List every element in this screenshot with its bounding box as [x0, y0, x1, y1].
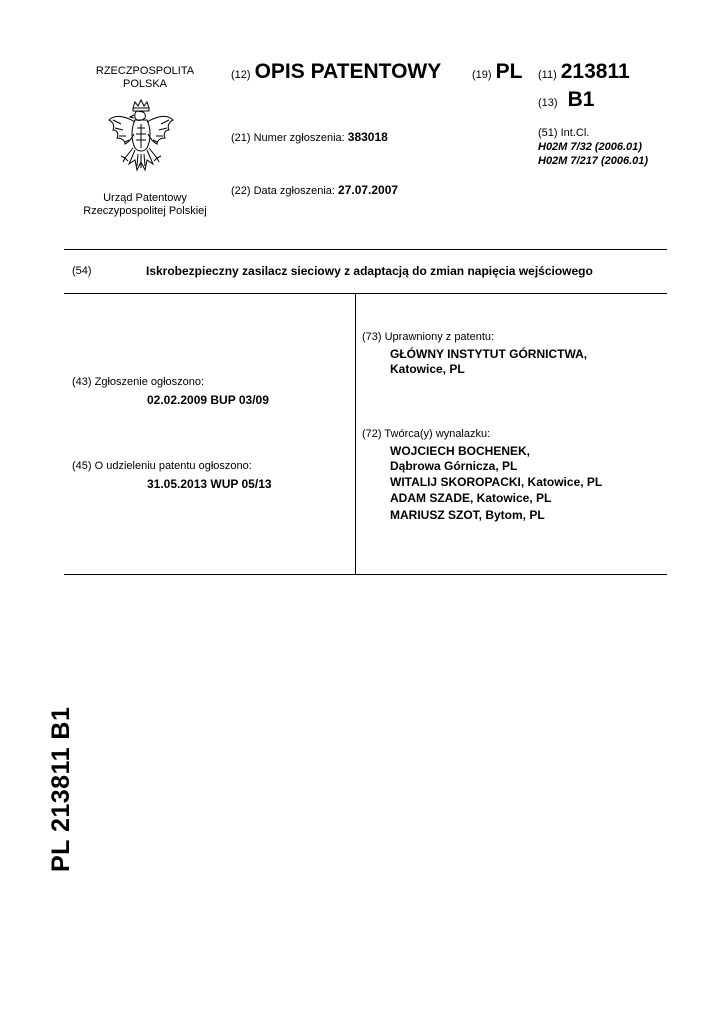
inventors-label: (72) Twórca(y) wynalazku: [362, 428, 491, 440]
application-date-value: 27.07.2007 [338, 183, 399, 197]
country-line-1: RZECZPOSPOLITA [95, 65, 195, 77]
invention-title: Iskrobezpieczny zasilacz sieciowy z adaptacją do zmian napięcia wejściowego [146, 264, 593, 278]
announced-value: 02.02.2009 BUP 03/09 [147, 393, 269, 407]
classification [538, 126, 648, 168]
application-number-label: (21) Numer zgłoszenia: [231, 132, 345, 144]
granted-label: (45) O udzieleniu patentu ogłoszono: [72, 460, 252, 472]
divider-bottom [64, 574, 667, 575]
patent-kind [538, 88, 594, 112]
code-19: (19) [472, 69, 492, 81]
issuer-office [60, 192, 230, 218]
classification-label: (51) Int.Cl. [538, 127, 590, 139]
issuer-country [70, 65, 220, 91]
application-date [231, 183, 398, 197]
holder-label: (73) Uprawniony z patentu: [362, 331, 495, 343]
application-number-value: 383018 [347, 130, 388, 144]
country-line-2: POLSKA [122, 78, 168, 90]
inventor-line: WOJCIECH BOCHENEK, [390, 444, 531, 458]
code-12: (12) [231, 69, 251, 81]
announced-label: (43) Zgłoszenie ogłoszono: [72, 376, 205, 388]
country-code [472, 60, 522, 84]
office-line-1: Urząd Patentowy [103, 192, 187, 204]
classification-item: H02M 7/32 (2006.01) [538, 141, 642, 153]
side-patent-label: PL 213811 B1 [47, 706, 75, 872]
office-line-2: Rzeczypospolitej Polskiej [83, 205, 207, 217]
code-11: (11) [538, 69, 557, 81]
inventor-line: WITALIJ SKOROPACKI, Katowice, PL [390, 475, 603, 489]
inventor-line: ADAM SZADE, Katowice, PL [390, 491, 552, 505]
application-date-label: (22) Data zgłoszenia: [231, 185, 335, 197]
granted-value: 31.05.2013 WUP 05/13 [147, 477, 272, 491]
application-number [231, 130, 388, 144]
holder-city: Katowice, PL [390, 362, 465, 376]
inventor-line: MARIUSZ SZOT, Bytom, PL [390, 508, 545, 522]
divider-vertical [355, 293, 356, 574]
patent-kind-value: B1 [567, 88, 595, 111]
holder-name: GŁÓWNY INSTYTUT GÓRNICTWA, [390, 347, 588, 361]
document-type [231, 60, 441, 84]
patent-number-value: 213811 [560, 60, 630, 83]
document-title: OPIS PATENTOWY [254, 60, 442, 83]
inventor-line: Dąbrowa Górnicza, PL [390, 459, 518, 473]
code-13: (13) [538, 97, 558, 109]
title-code: (54) [72, 265, 92, 277]
divider-title [64, 293, 667, 294]
polish-eagle-emblem-icon [107, 98, 175, 182]
classification-item: H02M 7/217 (2006.01) [538, 155, 649, 167]
divider-top [64, 249, 667, 250]
patent-number [538, 60, 630, 84]
country-value: PL [495, 60, 523, 83]
